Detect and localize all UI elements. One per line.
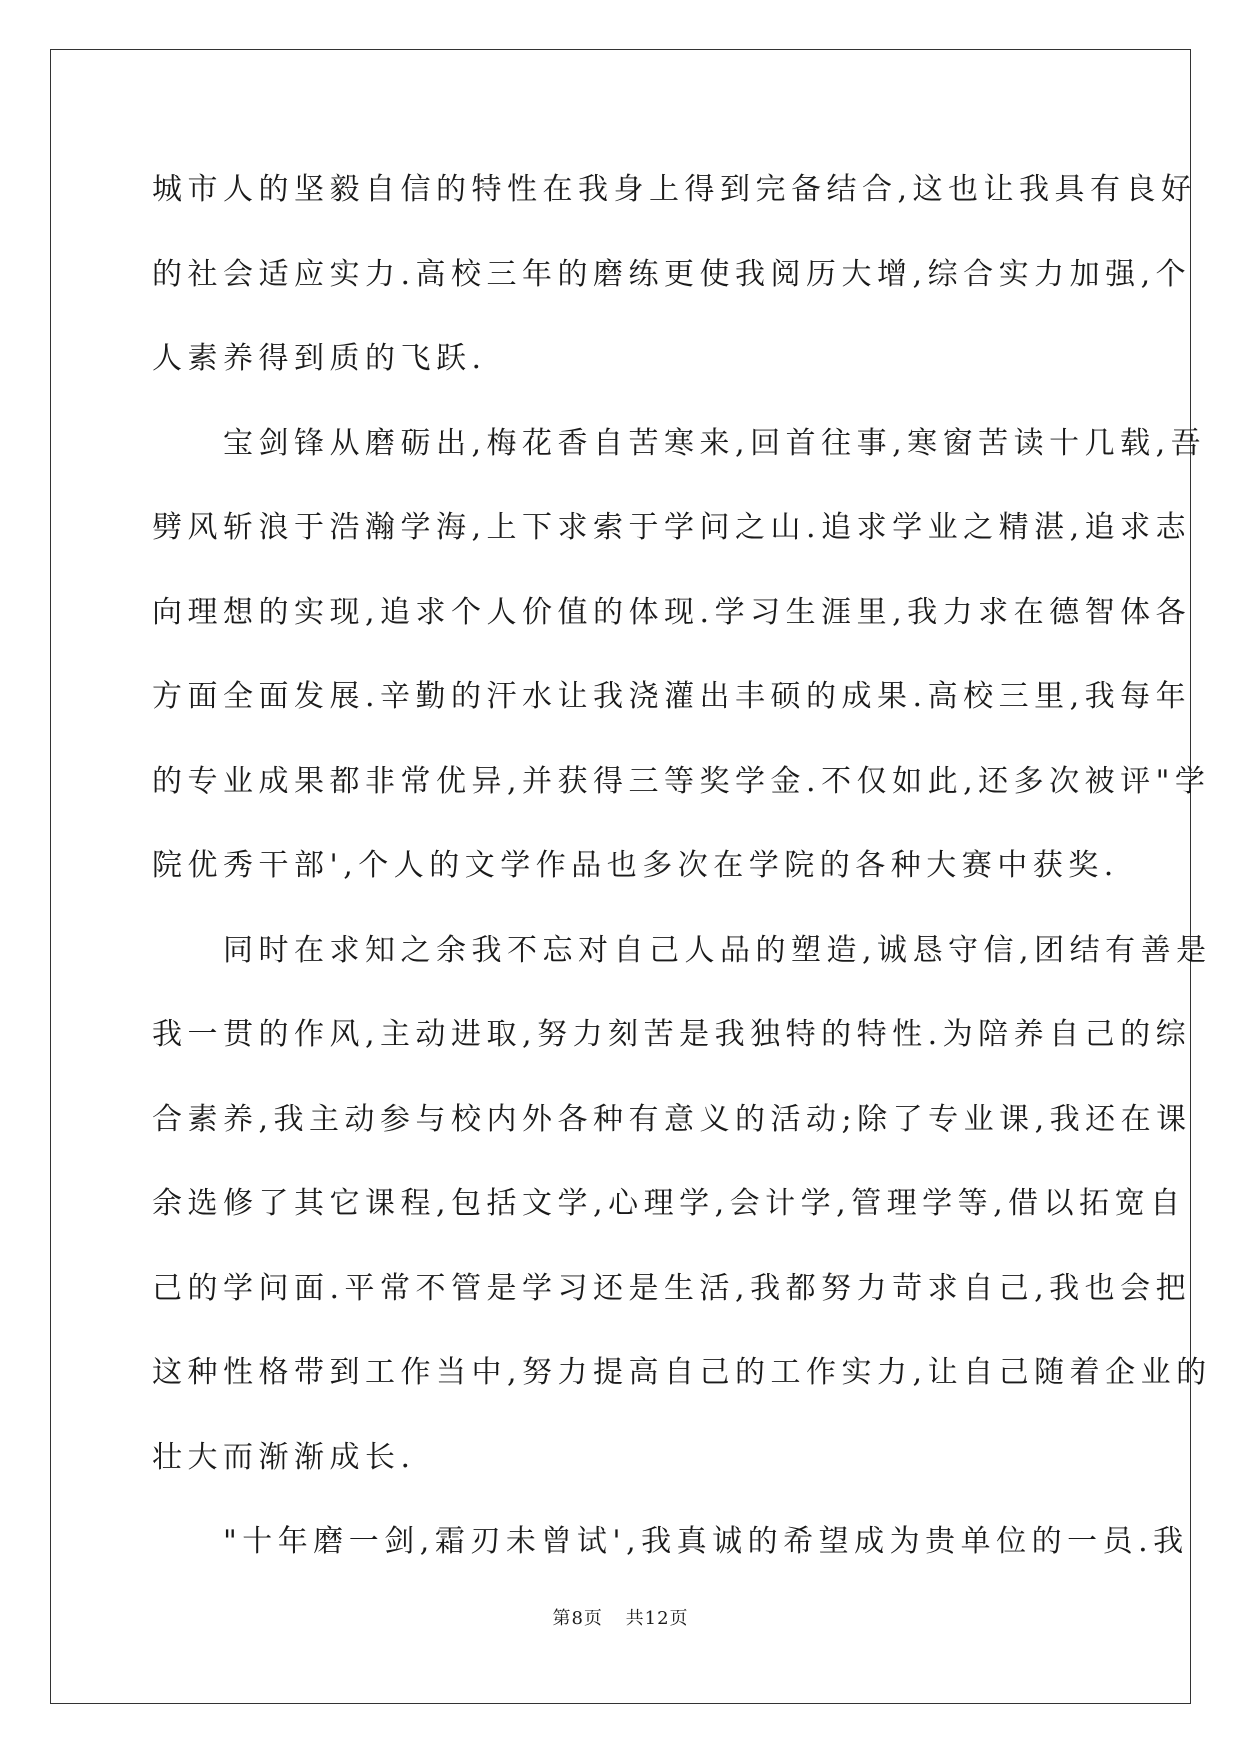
text-line: 向理想的实现,追求个人价值的体现.学习生涯里,我力求在德智体各 <box>152 594 1192 630</box>
text-line: 方面全面发展.辛勤的汗水让我浇灌出丰硕的成果.高校三里,我每年 <box>152 679 1192 714</box>
text-line: "十年磨一剑,霜刃未曾试',我真诚的希望成为贵单位的一员.我 <box>152 1524 1189 1559</box>
document-body <box>152 160 1212 1597</box>
text-line: 己的学问面.平常不管是学习还是生活,我都努力苛求自己,我也会把 <box>152 1270 1192 1306</box>
text-line: 余选修了其它课程,包括文学,心理学,会计学,管理学等,借以拓宽自 <box>152 1186 1186 1221</box>
text-line: 城市人的坚毅自信的特性在我身上得到完备结合,这也让我具有良好 <box>152 172 1197 207</box>
text-line: 宝剑锋从磨砺出,梅花香自苦寒来,回首往事,寒窗苦读十几载,吾 <box>152 425 1207 461</box>
page-footer <box>0 1604 1241 1630</box>
text-line: 这种性格带到工作当中,努力提高自己的工作实力,让自己随着企业的 <box>152 1355 1212 1390</box>
text-line: 的社会适应实力.高校三年的磨练更使我阅历大增,综合实力加强,个 <box>152 256 1192 292</box>
text-line: 人素养得到质的飞跃. <box>152 341 487 376</box>
text-line: 院优秀干部',个人的文学作品也多次在学院的各种大赛中获奖. <box>152 848 1119 883</box>
text-line: 我一贯的作风,主动进取,努力刻苦是我独特的特性.为陪养自己的综 <box>152 1017 1192 1052</box>
page-number-current: 第8页 <box>552 1608 603 1629</box>
text-line: 合素养,我主动参与校内外各种有意义的活动;除了专业课,我还在课 <box>152 1101 1192 1137</box>
text-line: 的专业成果都非常优异,并获得三等奖学金.不仅如此,还多次被评"学 <box>152 763 1211 799</box>
text-line: 壮大而渐渐成长. <box>152 1439 416 1475</box>
text-line: 同时在求知之余我不忘对自己人品的塑造,诚恳守信,团结有善是 <box>152 932 1212 968</box>
page-number-total: 共12页 <box>625 1608 689 1629</box>
text-line: 劈风斩浪于浩瀚学海,上下求索于学问之山.追求学业之精湛,追求志 <box>152 510 1192 545</box>
